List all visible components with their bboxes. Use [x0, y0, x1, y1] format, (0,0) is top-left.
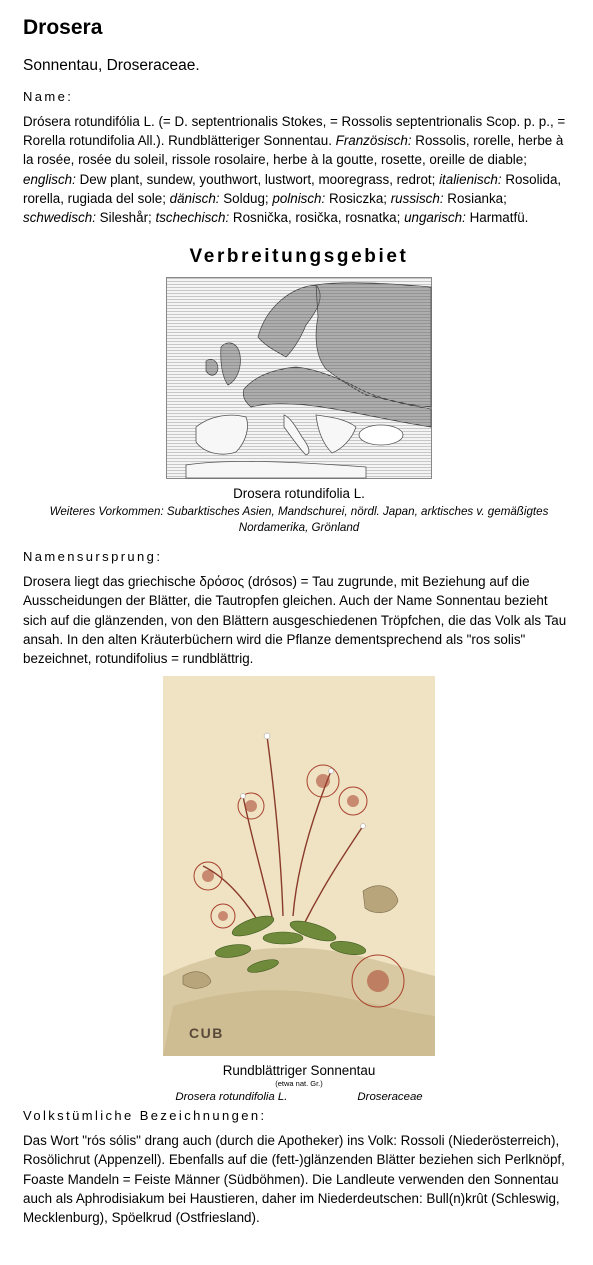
- name-text: Sileshår;: [95, 210, 156, 226]
- plant-size-note: (etwa nat. Gr.): [275, 1079, 323, 1089]
- name-text: Dew plant, sundew, youthwort, lustwort, mooregrass, redrot;: [75, 171, 440, 187]
- language-label: schwedisch:: [23, 210, 96, 226]
- plant-latin-name: Drosera rotundifolia L.: [175, 1091, 288, 1104]
- plant-latin-row: [23, 1090, 575, 1105]
- distribution-heading: Verbreitungsgebiet: [189, 246, 409, 268]
- name-paragraph: [23, 112, 575, 227]
- name-heading: Name:: [23, 89, 74, 104]
- artist-signature: CUB: [189, 1025, 224, 1042]
- language-label: italienisch:: [439, 171, 502, 187]
- folk-heading: Volkstümliche Bezeichnungen:: [23, 1108, 267, 1124]
- name-text: Rosnička, rosička, rosnatka;: [229, 210, 405, 226]
- name-text: Rossolis, rorelle, herbe à la rosée, rosée du soleil, rissole rosolaire, herbe à la goutte, rosette, oreille de diable;: [23, 133, 564, 168]
- language-label: ungarisch:: [404, 210, 466, 226]
- page: [23, 14, 575, 1227]
- origin-heading: Namensursprung:: [23, 549, 163, 565]
- language-label: englisch:: [23, 171, 76, 187]
- plant-caption: Rundblättriger Sonnentau: [222, 1063, 376, 1079]
- map-caption: Drosera rotundifolia L.: [233, 486, 365, 502]
- page-subtitle: Sonnentau, Droseraceae.: [23, 57, 200, 74]
- plant-illustration: [163, 676, 435, 1056]
- plant-family: Droseraceae: [357, 1091, 423, 1104]
- name-text: Drósera rotundifólia L. (= D. septentrionalis Stokes, = Rossolis septentrionalis Scop. p. p., = Rorella rotundifolia All.). Rundblätteriger Sonnentau.: [23, 114, 566, 149]
- name-text: Rosianka;: [443, 190, 507, 206]
- language-label: Französisch:: [335, 133, 412, 149]
- name-text: Harmatfü.: [465, 210, 529, 226]
- map-note: Weiteres Vorkommen: Subarktisches Asien, Mandschurei, nördl. Japan, arktisches v. gemäßigtes Nordamerika, Grönland: [49, 505, 549, 535]
- language-label: dänisch:: [169, 190, 220, 206]
- name-text: Soldug;: [219, 190, 273, 206]
- language-label: tschechisch:: [155, 210, 230, 226]
- language-label: russisch:: [390, 190, 444, 206]
- folk-paragraph: Das Wort "rós sólis" drang auch (durch die Apotheker) ins Volk: Rossoli (Niederösterreich), Rosölichrut (Appenzell). Ebenfalls auf die (fett-)glänzenden Blätter beziehen sich Perlknöpf, Foaste Mandeln = Feiste Männer (Südböhmen). Die Landleute verwenden den Sonnentau auch als Aphrodisiakum bei Haustieren, daher im Niederdeutschen: Bull(n)krût (Schleswig, Mecklenburg), Spöelkrud (Ostfriesland).: [23, 1133, 565, 1226]
- page-title: Drosera: [23, 16, 103, 39]
- name-text: Rosiczka;: [325, 190, 391, 206]
- name-text: Rosolida, rorella, rugiada del sole;: [23, 171, 562, 206]
- origin-paragraph: Drosera liegt das griechische δρόσος (drósos) = Tau zugrunde, mit Beziehung auf die Ausscheidungen der Blätter, die Tautropfen gleichen. Auch der Name Sonnentau bezieht sich auf die glänzenden, von den Blättern ausgeschiedenen Tröpfchen, die das Volk als Tau ansah. In den alten Kräuterbüchern wird die Pflanze dementsprechend als "ros solis" bezeichnet, rotundifolius = rundblättrig.: [23, 574, 567, 667]
- distribution-map: [166, 277, 432, 479]
- language-label: polnisch:: [272, 190, 326, 206]
